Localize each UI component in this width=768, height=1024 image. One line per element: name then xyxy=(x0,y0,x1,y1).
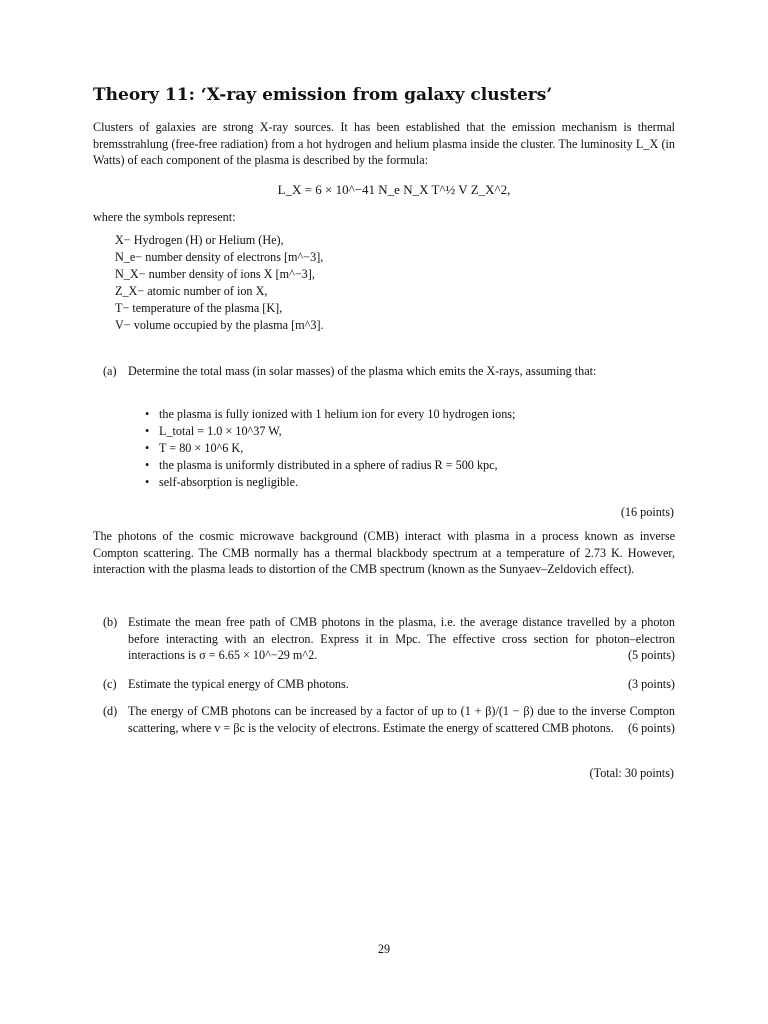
question-text: Determine the total mass (in solar masses) of the plasma which emits the X-rays, assuming that: xyxy=(128,364,597,378)
page-title: Theory 11: ‘X-ray emission from galaxy clusters’ xyxy=(93,85,553,105)
question-c xyxy=(103,676,675,693)
question-label: (a) xyxy=(103,364,117,378)
list-item: • the plasma is uniformly distributed in a sphere of radius R = 500 kpc, xyxy=(145,457,515,474)
question-text xyxy=(128,703,675,736)
question-label: (b) xyxy=(103,615,118,629)
where-text: where the symbols represent: xyxy=(93,210,236,224)
assumption-list xyxy=(145,406,515,491)
symbol-item: N_e− number density of electrons [m^−3], xyxy=(115,249,324,264)
symbol-list xyxy=(115,232,324,333)
page-number: 29 xyxy=(377,942,391,956)
list-item: • self-absorption is negligible. xyxy=(145,474,515,491)
points-c: (3 points) xyxy=(627,677,675,691)
question-d-text: The energy of CMB photons can be increased by a factor of up to (1 + β)/(1 − β) due to the inverse Compton scattering, where v = βc is the velocity of electrons. Estimate the energy of scattered CMB photons. xyxy=(128,704,675,735)
cmb-paragraph: The photons of the cosmic microwave background (CMB) interact with plasma in a process known as inverse Compton scattering. The CMB normally has a thermal blackbody spectrum at a temperature of 2.73 K. However, interaction with the plasma leads to distortion of the CMB spectrum (known as the Sunyaev–Zeldovich effect). xyxy=(93,529,675,576)
intro-paragraph: Clusters of galaxies are strong X-ray sources. It has been established that the emission mechanism is thermal bremsstrahlung (free-free radiation) from a hot hydrogen and helium plasma inside the cluster. The luminosity L_X (in Watts) of each component of the plasma is described by the formula: xyxy=(93,120,675,167)
question-a xyxy=(103,363,675,380)
question-text xyxy=(128,614,675,664)
points-a: (16 points) xyxy=(620,505,674,519)
question-label: (d) xyxy=(103,704,118,718)
symbol-item: N_X− number density of ions X [m^−3], xyxy=(115,266,315,281)
question-label: (c) xyxy=(103,677,117,691)
symbol-item: V− volume occupied by the plasma [m^3]. xyxy=(115,317,324,332)
question-c-text: Estimate the typical energy of CMB photons. xyxy=(128,677,349,691)
question-text xyxy=(128,676,675,693)
luminosity-formula: L_X = 6 × 10^−41 N_e N_X T^½ V Z_X^2, xyxy=(277,182,511,197)
list-item: • the plasma is fully ionized with 1 helium ion for every 10 hydrogen ions; xyxy=(145,406,515,423)
list-item: • L_total = 1.0 × 10^37 W, xyxy=(145,423,515,440)
question-d xyxy=(103,703,675,736)
symbol-item: Z_X− atomic number of ion X, xyxy=(115,283,268,298)
symbol-item: X− Hydrogen (H) or Helium (He), xyxy=(115,233,284,247)
symbol-item: T− temperature of the plasma [K], xyxy=(115,300,283,315)
total-points: (Total: 30 points) xyxy=(589,766,674,780)
list-item: • T = 80 × 10^6 K, xyxy=(145,440,515,457)
points-b: (5 points) xyxy=(627,648,675,662)
question-b-text: Estimate the mean free path of CMB photons in the plasma, i.e. the average distance travelled by a photon before interacting with an electron. Express it in Mpc. The effective cross section for photon–electron interactions is σ = 6.65 × 10^−29 m^2. xyxy=(128,615,675,662)
points-d: (6 points) xyxy=(627,720,675,735)
question-b xyxy=(103,614,675,664)
